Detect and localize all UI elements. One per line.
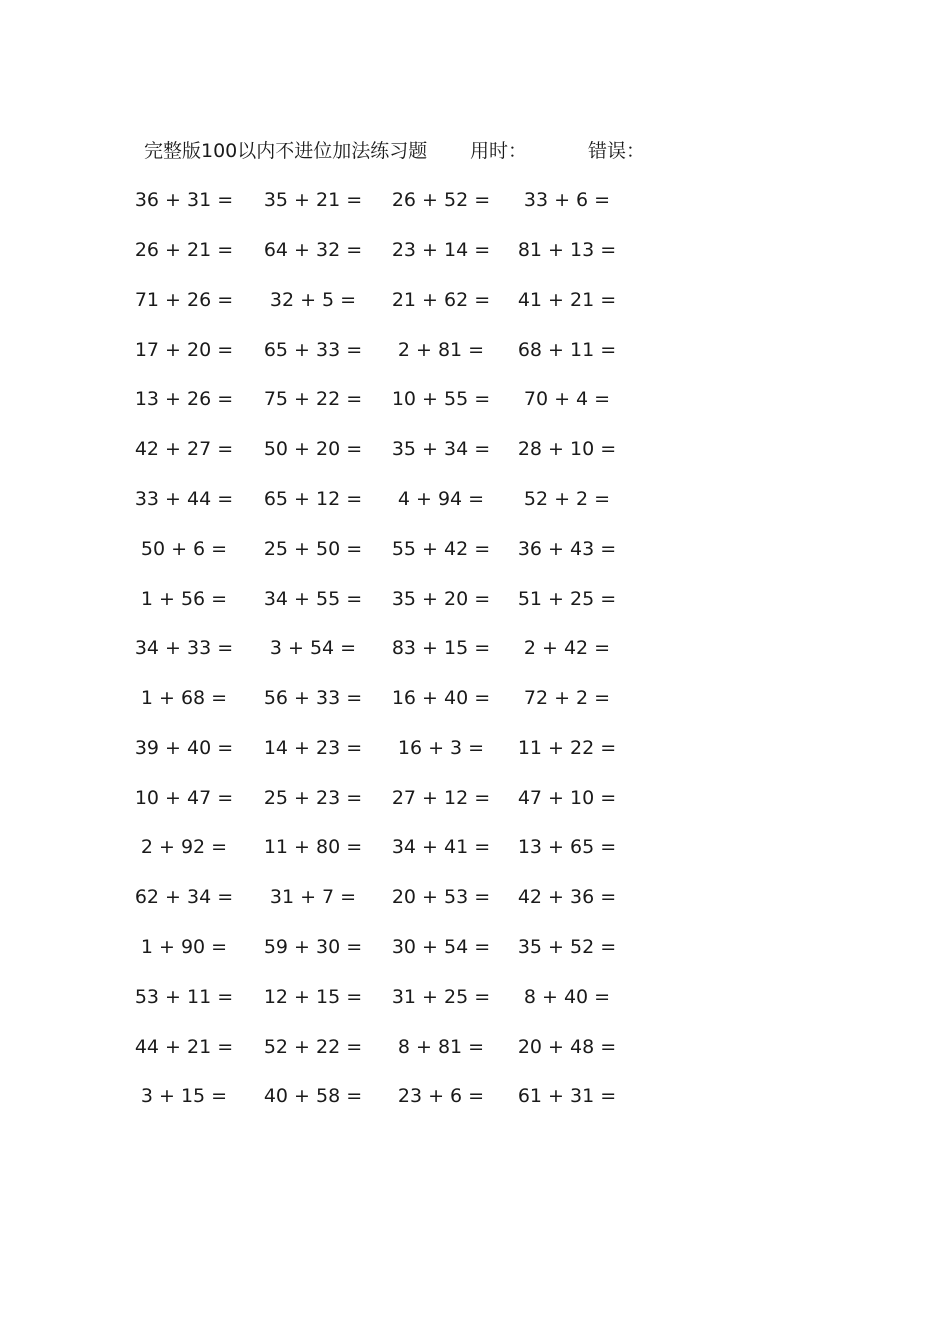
problem-item: 42 + 36 = (517, 886, 617, 908)
problem-item: 53 + 11 = (134, 986, 234, 1008)
problem-item: 1 + 68 = (140, 687, 228, 709)
problem-row (0, 534, 950, 564)
problem-row (0, 235, 950, 265)
problem-item: 10 + 47 = (134, 787, 234, 809)
problem-item: 34 + 41 = (391, 836, 491, 858)
problem-row (0, 484, 950, 514)
problem-row (0, 285, 950, 315)
problem-item: 31 + 7 = (269, 886, 357, 908)
problem-item: 68 + 11 = (517, 339, 617, 361)
problem-row (0, 434, 950, 464)
problem-item: 8 + 40 = (523, 986, 611, 1008)
problem-item: 33 + 44 = (134, 488, 234, 510)
problem-item: 72 + 2 = (523, 687, 611, 709)
problem-item: 11 + 80 = (263, 836, 363, 858)
problem-item: 20 + 53 = (391, 886, 491, 908)
problem-row (0, 633, 950, 663)
problem-row (0, 882, 950, 912)
problem-row (0, 783, 950, 813)
problem-item: 33 + 6 = (523, 189, 611, 211)
problem-item: 50 + 20 = (263, 438, 363, 460)
problem-row (0, 1032, 950, 1062)
problem-item: 13 + 26 = (134, 388, 234, 410)
problem-item: 52 + 22 = (263, 1036, 363, 1058)
problem-item: 75 + 22 = (263, 388, 363, 410)
problem-item: 42 + 27 = (134, 438, 234, 460)
problem-item: 4 + 94 = (397, 488, 485, 510)
problem-item: 2 + 42 = (523, 637, 611, 659)
problem-item: 35 + 20 = (391, 588, 491, 610)
problem-item: 61 + 31 = (517, 1085, 617, 1107)
problem-item: 20 + 48 = (517, 1036, 617, 1058)
problem-item: 2 + 92 = (140, 836, 228, 858)
problem-row (0, 584, 950, 614)
problem-item: 21 + 62 = (391, 289, 491, 311)
problem-item: 25 + 23 = (263, 787, 363, 809)
problem-row (0, 185, 950, 215)
problem-item: 13 + 65 = (517, 836, 617, 858)
problem-item: 25 + 50 = (263, 538, 363, 560)
problem-item: 50 + 6 = (140, 538, 228, 560)
problem-row (0, 932, 950, 962)
problem-item: 11 + 22 = (517, 737, 617, 759)
problem-item: 62 + 34 = (134, 886, 234, 908)
problem-row (0, 1081, 950, 1111)
problem-item: 55 + 42 = (391, 538, 491, 560)
problem-item: 12 + 15 = (263, 986, 363, 1008)
problem-item: 10 + 55 = (391, 388, 491, 410)
problem-row (0, 733, 950, 763)
problem-item: 23 + 6 = (397, 1085, 485, 1107)
problem-item: 34 + 33 = (134, 637, 234, 659)
error-label: 错误： (588, 140, 646, 162)
problem-item: 3 + 15 = (140, 1085, 228, 1107)
problem-item: 59 + 30 = (263, 936, 363, 958)
problem-item: 56 + 33 = (263, 687, 363, 709)
problem-item: 26 + 21 = (134, 239, 234, 261)
problem-item: 23 + 14 = (391, 239, 491, 261)
problem-item: 47 + 10 = (517, 787, 617, 809)
problem-item: 65 + 33 = (263, 339, 363, 361)
problem-item: 8 + 81 = (397, 1036, 485, 1058)
problem-item: 51 + 25 = (517, 588, 617, 610)
problem-item: 40 + 58 = (263, 1085, 363, 1107)
problem-row (0, 683, 950, 713)
problem-item: 52 + 2 = (523, 488, 611, 510)
problem-item: 14 + 23 = (263, 737, 363, 759)
problem-item: 35 + 52 = (517, 936, 617, 958)
problem-item: 71 + 26 = (134, 289, 234, 311)
problem-item: 64 + 32 = (263, 239, 363, 261)
problem-item: 36 + 31 = (134, 189, 234, 211)
problem-item: 2 + 81 = (397, 339, 485, 361)
problem-item: 36 + 43 = (517, 538, 617, 560)
problem-row (0, 832, 950, 862)
problem-item: 1 + 90 = (140, 936, 228, 958)
problem-item: 41 + 21 = (517, 289, 617, 311)
problem-item: 39 + 40 = (134, 737, 234, 759)
problem-row (0, 384, 950, 414)
time-label: 用时： (470, 140, 528, 162)
problem-item: 81 + 13 = (517, 239, 617, 261)
problem-item: 16 + 40 = (391, 687, 491, 709)
problem-item: 28 + 10 = (517, 438, 617, 460)
problem-item: 31 + 25 = (391, 986, 491, 1008)
problem-item: 34 + 55 = (263, 588, 363, 610)
problem-item: 1 + 56 = (140, 588, 228, 610)
problem-item: 44 + 21 = (134, 1036, 234, 1058)
problem-item: 35 + 34 = (391, 438, 491, 460)
problem-item: 27 + 12 = (391, 787, 491, 809)
problem-item: 35 + 21 = (263, 189, 363, 211)
problem-item: 26 + 52 = (391, 189, 491, 211)
problem-item: 30 + 54 = (391, 936, 491, 958)
problem-item: 17 + 20 = (134, 339, 234, 361)
worksheet-title: 完整版100以内不进位加法练习题 (144, 140, 428, 162)
problem-item: 32 + 5 = (269, 289, 357, 311)
problem-item: 83 + 15 = (391, 637, 491, 659)
problem-item: 16 + 3 = (397, 737, 485, 759)
problem-item: 70 + 4 = (523, 388, 611, 410)
problem-item: 65 + 12 = (263, 488, 363, 510)
problem-row (0, 335, 950, 365)
problem-row (0, 982, 950, 1012)
problem-item: 3 + 54 = (269, 637, 357, 659)
